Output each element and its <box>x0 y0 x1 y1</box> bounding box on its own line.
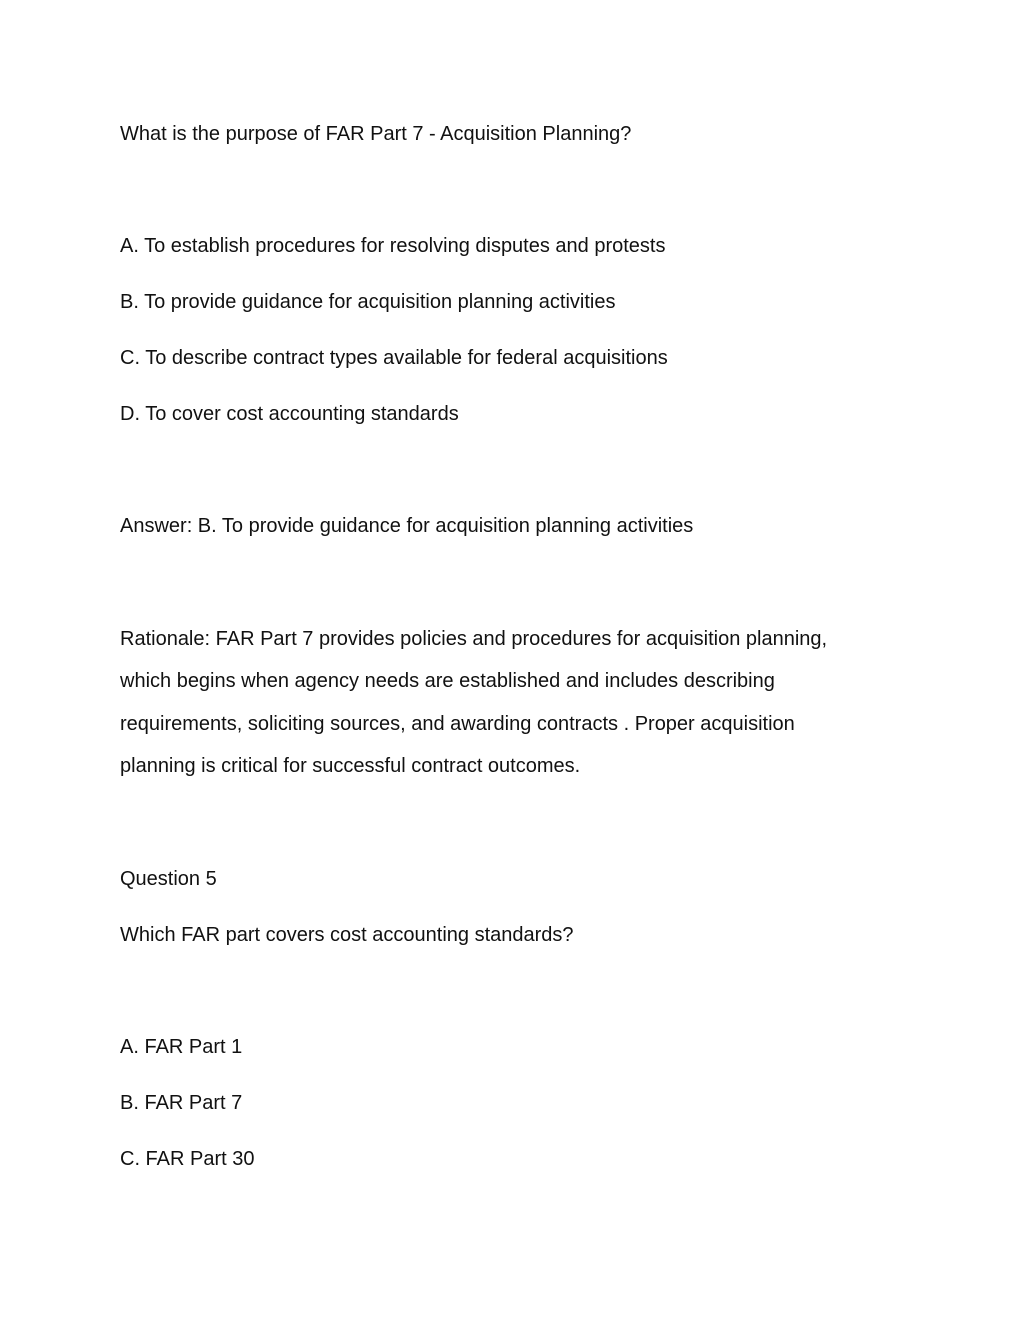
question-5-option-c: C. FAR Part 30 <box>120 1148 255 1170</box>
question-4-option-b: B. To provide guidance for acquisition planning activities <box>120 291 616 313</box>
question-4-option-a: A. To establish procedures for resolving disputes and protests <box>120 235 666 257</box>
question-5-option-a: A. FAR Part 1 <box>120 1036 243 1058</box>
question-5-prompt: Which FAR part covers cost accounting standards? <box>120 924 574 946</box>
question-4-prompt: What is the purpose of FAR Part 7 - Acquisition Planning? <box>120 123 632 145</box>
question-4-answer: Answer: B. To provide guidance for acquisition planning activities <box>120 515 694 537</box>
question-4-rationale-line-4: planning is critical for successful contract outcomes. <box>120 755 581 777</box>
question-4-option-c: C. To describe contract types available for federal acquisitions <box>120 347 668 369</box>
question-5-option-b: B. FAR Part 7 <box>120 1092 243 1114</box>
question-4-rationale-line-2: which begins when agency needs are established and includes describing <box>120 670 775 692</box>
question-4-rationale-line-3: requirements, soliciting sources, and awarding contracts . Proper acquisition <box>120 713 795 735</box>
question-5-heading: Question 5 <box>120 868 217 890</box>
question-4-option-d: D. To cover cost accounting standards <box>120 403 459 425</box>
question-4-rationale-line-1: Rationale: FAR Part 7 provides policies and procedures for acquisition planning, <box>120 628 828 650</box>
